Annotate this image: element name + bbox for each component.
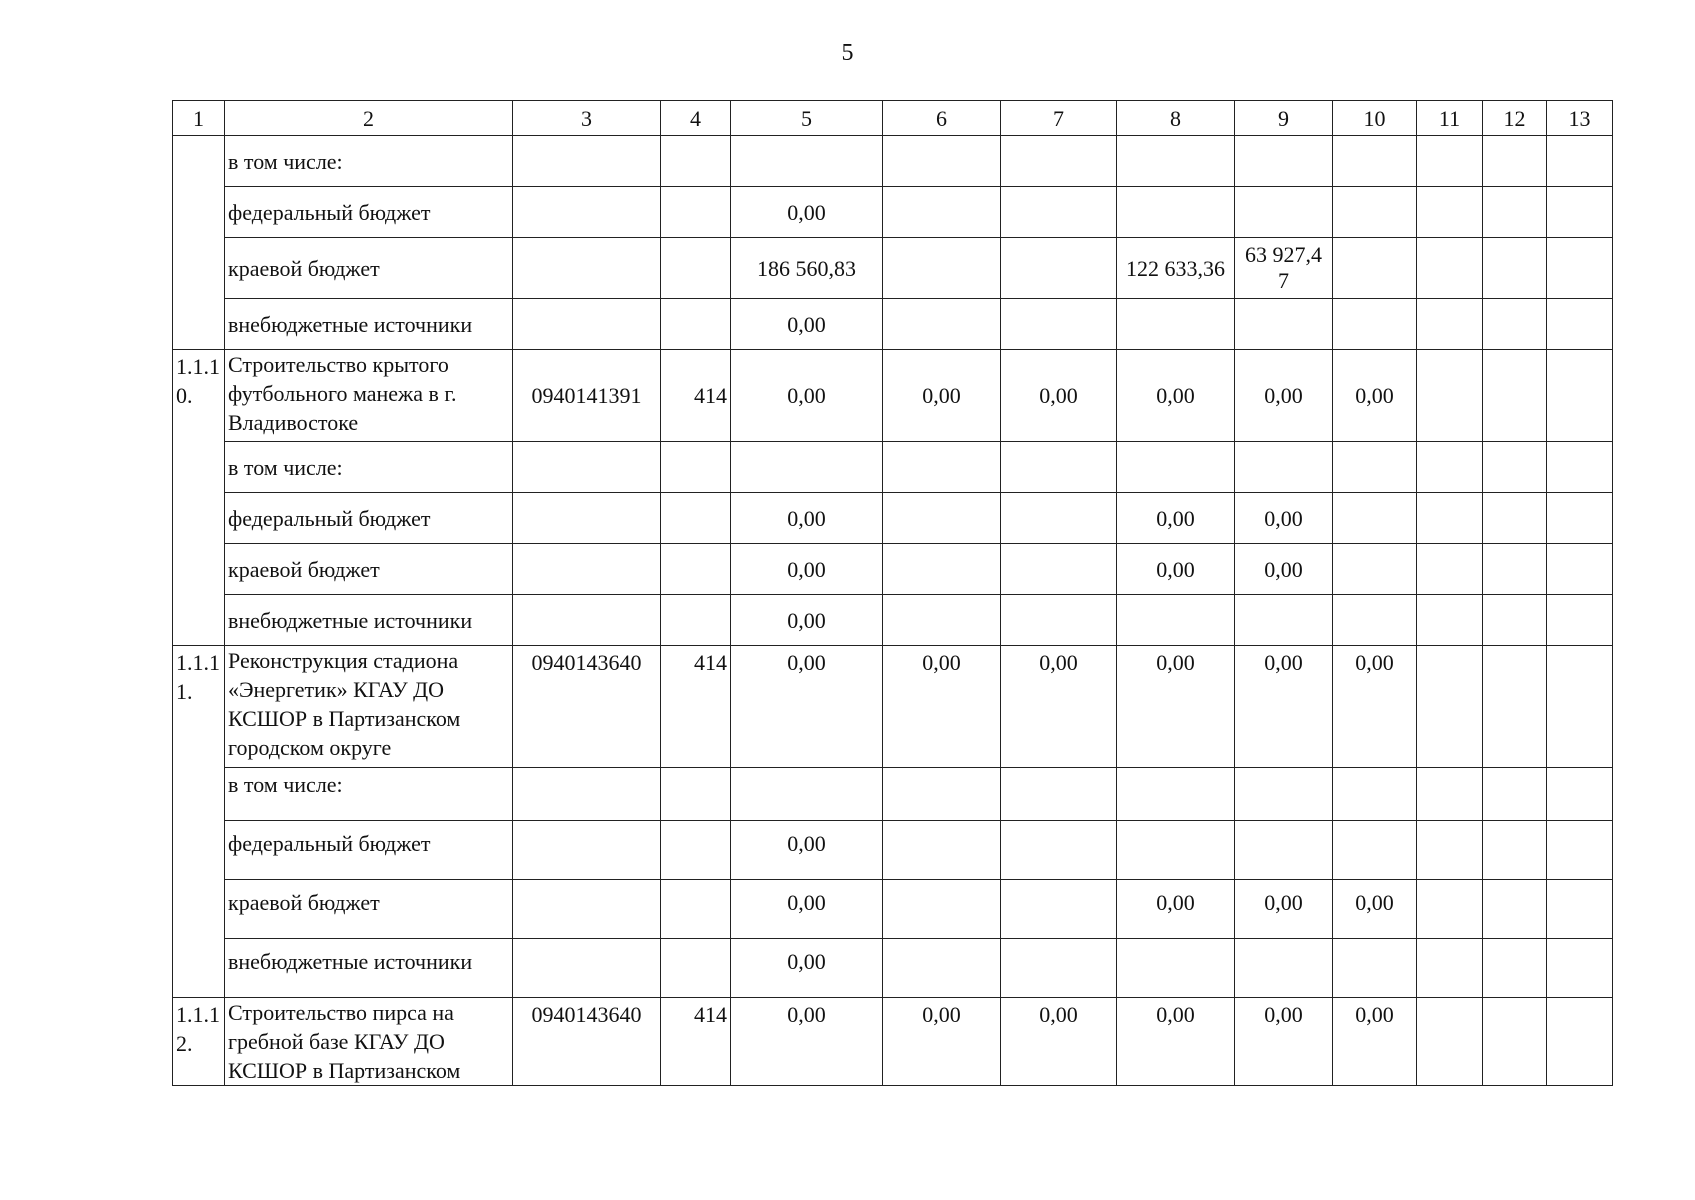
empty-cell [1483,821,1547,880]
label-cell: в том числе: [225,136,513,187]
value-cell: 0,00 [1001,646,1117,768]
empty-cell [513,493,661,544]
empty-cell [883,238,1001,299]
value-cell: 0,00 [731,544,883,595]
header-cell: 6 [883,101,1001,136]
empty-cell [883,768,1001,821]
empty-cell [1001,299,1117,350]
value-cell: 0,00 [731,187,883,238]
empty-cell [1417,442,1483,493]
code-cell: 0940143640 [513,646,661,768]
empty-cell [1547,595,1613,646]
empty-cell [1483,768,1547,821]
index-cell: 1.1.1 0. [173,350,225,646]
empty-cell [1483,238,1547,299]
empty-cell [1547,493,1613,544]
table-row [173,595,1613,646]
empty-cell [883,442,1001,493]
empty-cell [661,544,731,595]
empty-cell [1547,821,1613,880]
header-cell: 11 [1417,101,1483,136]
code-cell: 0940141391 [513,350,661,442]
empty-cell [1417,493,1483,544]
empty-cell [1417,187,1483,238]
empty-cell [513,238,661,299]
value-cell: 0,00 [1235,998,1333,1086]
code-cell: 0940143640 [513,998,661,1086]
empty-cell [661,768,731,821]
table-row [173,238,1613,299]
empty-cell [1547,442,1613,493]
empty-cell [661,442,731,493]
title-cell: Строительство пирса на гребной базе КГАУ ДО КСШОР в Партизанском [225,998,513,1086]
empty-cell [1483,646,1547,768]
header-cell: 5 [731,101,883,136]
value-cell: 0,00 [1235,646,1333,768]
empty-cell [513,187,661,238]
label-cell: федеральный бюджет [225,493,513,544]
empty-cell [1001,493,1117,544]
value-cell: 0,00 [1333,998,1417,1086]
title-cell: Реконструкция стадиона «Энергетик» КГАУ ДО КСШОР в Партизанском городском округе [225,646,513,768]
empty-cell [1117,595,1235,646]
empty-cell [1483,493,1547,544]
empty-cell [883,880,1001,939]
empty-cell [1483,136,1547,187]
kvr-cell: 414 [661,998,731,1086]
empty-cell [1417,299,1483,350]
value-cell: 0,00 [731,821,883,880]
empty-cell [1001,595,1117,646]
header-cell: 1 [173,101,225,136]
empty-cell [1333,595,1417,646]
table-row [173,187,1613,238]
table-row [173,821,1613,880]
empty-cell [1333,493,1417,544]
empty-cell [883,821,1001,880]
empty-cell [883,595,1001,646]
empty-cell [1235,442,1333,493]
empty-cell [883,939,1001,998]
table-row [173,442,1613,493]
empty-cell [731,442,883,493]
empty-cell [1333,238,1417,299]
value-cell: 0,00 [883,350,1001,442]
empty-cell [513,939,661,998]
empty-cell [513,136,661,187]
empty-cell [1547,299,1613,350]
empty-cell [1547,939,1613,998]
value-cell: 0,00 [883,998,1001,1086]
empty-cell [1001,821,1117,880]
value-cell: 0,00 [883,646,1001,768]
empty-cell [661,238,731,299]
empty-cell [1483,998,1547,1086]
empty-cell [1483,442,1547,493]
page-number: 5 [841,40,854,66]
empty-cell [1547,646,1613,768]
value-cell: 0,00 [1235,493,1333,544]
empty-cell [1001,544,1117,595]
empty-cell [1333,187,1417,238]
label-cell: в том числе: [225,442,513,493]
empty-cell [1547,238,1613,299]
header-cell: 13 [1547,101,1613,136]
index-cell [173,136,225,350]
empty-cell [1417,595,1483,646]
header-cell: 4 [661,101,731,136]
value-cell: 0,00 [1117,880,1235,939]
empty-cell [1001,442,1117,493]
value-cell: 0,00 [731,595,883,646]
table-row [173,136,1613,187]
value-cell: 0,00 [731,350,883,442]
empty-cell [661,493,731,544]
empty-cell [1333,442,1417,493]
empty-cell [513,768,661,821]
table-row [173,493,1613,544]
index-cell: 1.1.1 1. [173,646,225,998]
value-cell: 0,00 [1333,350,1417,442]
value-cell: 186 560,83 [731,238,883,299]
empty-cell [1001,187,1117,238]
label-cell: федеральный бюджет [225,821,513,880]
empty-cell [1001,238,1117,299]
table-row [173,544,1613,595]
empty-cell [731,136,883,187]
empty-cell [661,187,731,238]
empty-cell [883,493,1001,544]
empty-cell [661,299,731,350]
table-row [173,299,1613,350]
empty-cell [1483,595,1547,646]
budget-table [172,100,1613,1086]
empty-cell [661,595,731,646]
empty-cell [1417,238,1483,299]
empty-cell [1117,821,1235,880]
empty-cell [661,136,731,187]
header-cell: 10 [1333,101,1417,136]
empty-cell [1117,136,1235,187]
header-cell: 7 [1001,101,1117,136]
value-cell: 122 633,36 [1117,238,1235,299]
empty-cell [1417,768,1483,821]
label-cell: внебюджетные источники [225,939,513,998]
label-cell: краевой бюджет [225,238,513,299]
value-cell: 0,00 [1117,646,1235,768]
title-cell: Строительство крытого футбольного манежа в г. Владивостоке [225,350,513,442]
empty-cell [883,544,1001,595]
value-cell: 0,00 [731,299,883,350]
empty-cell [883,299,1001,350]
header-cell: 2 [225,101,513,136]
empty-cell [1417,350,1483,442]
value-cell: 0,00 [1001,998,1117,1086]
empty-cell [1483,187,1547,238]
header-cell: 8 [1117,101,1235,136]
empty-cell [1117,768,1235,821]
empty-cell [661,880,731,939]
header-cell: 12 [1483,101,1547,136]
empty-cell [1417,544,1483,595]
empty-cell [1117,299,1235,350]
empty-cell [1117,939,1235,998]
empty-cell [1333,821,1417,880]
empty-cell [1117,187,1235,238]
empty-cell [1235,136,1333,187]
empty-cell [1547,880,1613,939]
empty-cell [1483,939,1547,998]
table-row [173,768,1613,821]
empty-cell [1333,768,1417,821]
value-cell: 0,00 [1117,544,1235,595]
empty-cell [1547,998,1613,1086]
kvr-cell: 414 [661,646,731,768]
value-cell: 0,00 [1333,880,1417,939]
table-row [173,939,1613,998]
empty-cell [1001,136,1117,187]
empty-cell [1235,939,1333,998]
empty-cell [1417,939,1483,998]
label-cell: в том числе: [225,768,513,821]
label-cell: краевой бюджет [225,544,513,595]
table-row [173,880,1613,939]
empty-cell [1547,187,1613,238]
empty-cell [1417,998,1483,1086]
empty-cell [1483,350,1547,442]
value-cell: 0,00 [731,998,883,1086]
empty-cell [1235,595,1333,646]
value-cell: 0,00 [731,880,883,939]
empty-cell [513,880,661,939]
empty-cell [1483,544,1547,595]
empty-cell [513,299,661,350]
empty-cell [1483,880,1547,939]
value-cell: 0,00 [1117,493,1235,544]
empty-cell [1547,350,1613,442]
empty-cell [661,939,731,998]
empty-cell [1001,939,1117,998]
empty-cell [1417,646,1483,768]
empty-cell [661,821,731,880]
empty-cell [1235,187,1333,238]
table-row [173,350,1613,442]
empty-cell [1235,768,1333,821]
empty-cell [1333,939,1417,998]
empty-cell [1235,821,1333,880]
empty-cell [513,442,661,493]
empty-cell [1417,136,1483,187]
value-cell: 0,00 [1117,998,1235,1086]
empty-cell [1001,768,1117,821]
empty-cell [1547,136,1613,187]
value-cell: 0,00 [1001,350,1117,442]
label-cell: внебюджетные источники [225,299,513,350]
empty-cell [1333,544,1417,595]
empty-cell [1417,821,1483,880]
header-row [173,101,1613,136]
empty-cell [513,595,661,646]
header-cell: 9 [1235,101,1333,136]
value-cell: 0,00 [1235,544,1333,595]
header-cell: 3 [513,101,661,136]
empty-cell [1417,880,1483,939]
empty-cell [883,187,1001,238]
label-cell: краевой бюджет [225,880,513,939]
empty-cell [731,768,883,821]
value-cell: 0,00 [1235,350,1333,442]
table-row [173,646,1613,768]
value-cell: 0,00 [1333,646,1417,768]
empty-cell [1483,299,1547,350]
value-cell: 0,00 [1235,880,1333,939]
empty-cell [1333,136,1417,187]
empty-cell [513,821,661,880]
empty-cell [513,544,661,595]
value-cell: 0,00 [731,646,883,768]
empty-cell [1235,299,1333,350]
label-cell: федеральный бюджет [225,187,513,238]
index-cell: 1.1.1 2. [173,998,225,1086]
empty-cell [883,136,1001,187]
table-row [173,998,1613,1086]
label-cell: внебюджетные источники [225,595,513,646]
kvr-cell: 414 [661,350,731,442]
empty-cell [1547,544,1613,595]
empty-cell [1547,768,1613,821]
value-cell: 63 927,4 7 [1235,238,1333,299]
empty-cell [1117,442,1235,493]
empty-cell [1333,299,1417,350]
value-cell: 0,00 [731,493,883,544]
empty-cell [1001,880,1117,939]
value-cell: 0,00 [731,939,883,998]
value-cell: 0,00 [1117,350,1235,442]
